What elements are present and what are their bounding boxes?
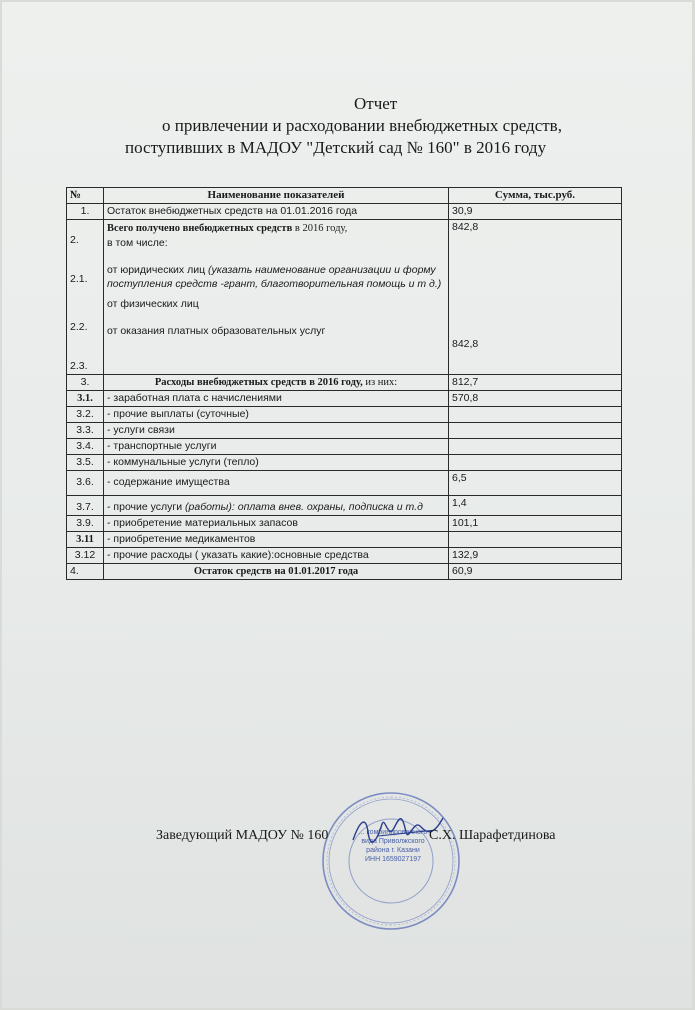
row-name: - прочие выплаты (суточные): [104, 407, 449, 423]
row-name: Остаток внебюджетных средств на 01.01.2016 года: [104, 204, 449, 220]
row-number: 3.6.: [67, 471, 104, 496]
expense-total-suffix: из них:: [362, 377, 398, 388]
row-sum: [449, 455, 622, 471]
row-number: 3.12: [67, 548, 104, 564]
row-sum: 842,8: [452, 221, 479, 233]
row-number: 3.4.: [67, 439, 104, 455]
table-row: [67, 532, 622, 548]
column-header-sum: Сумма, тыс.руб.: [449, 188, 622, 204]
row-number: 4.: [67, 564, 104, 580]
row-number: 3.5.: [67, 455, 104, 471]
income-individuals: от физических лиц: [107, 298, 199, 310]
row-name: - приобретение материальных запасов: [104, 516, 449, 532]
table-row: [67, 391, 622, 407]
seal-text: ... комбинированного вида Приволжского района г. Казани ИНН 1659027197: [358, 829, 428, 863]
table-row: [67, 204, 622, 220]
report-subtitle-line2: поступивших в МАДОУ "Детский сад № 160" в 2016 году: [125, 138, 547, 157]
row-number: 2.3.: [70, 360, 88, 372]
row-number: 3.: [67, 375, 104, 391]
row-sum: 570,8: [449, 391, 622, 407]
director-name: С.Х. Шарафетдинова: [429, 828, 556, 843]
row-name: [104, 496, 449, 516]
table-row-income: [67, 220, 622, 375]
row-name: - заработная плата с начислениями: [104, 391, 449, 407]
table-row: [67, 496, 622, 516]
row-number: 3.3.: [67, 423, 104, 439]
row-number: 2.1.: [70, 273, 88, 285]
row-sum: [449, 439, 622, 455]
column-header-name: Наименование показателей: [104, 188, 449, 204]
table-row: [67, 423, 622, 439]
row-name-block: [104, 220, 449, 375]
row-sum: 132,9: [449, 548, 622, 564]
row-sum: 101,1: [449, 516, 622, 532]
report-subtitle-line1: о привлечении и расходовании внебюджетных средств,: [162, 116, 562, 135]
income-legal-entities: от юридических лиц: [107, 264, 209, 276]
row-name: - прочие расходы ( указать какие):основные средства: [104, 548, 449, 564]
row-sum: 1,4: [449, 496, 622, 516]
income-note: в том числе:: [107, 237, 168, 249]
row-sum: 842,8: [452, 338, 479, 350]
document-page: [2, 2, 692, 1008]
other-services-detail: (работы): оплата внев. охраны, подписка и т.д: [185, 501, 423, 513]
row-sum: [449, 423, 622, 439]
row-number: 3.1.: [67, 391, 104, 407]
row-name: - услуги связи: [104, 423, 449, 439]
row-sum: [449, 407, 622, 423]
row-sum: 6,5: [449, 471, 622, 496]
table-row: [67, 455, 622, 471]
income-total-suffix: в 2016 году,: [292, 223, 348, 234]
table-row: [67, 407, 622, 423]
row-number: 1.: [67, 204, 104, 220]
row-number: 2.2.: [70, 321, 88, 333]
report-table: [66, 187, 622, 580]
row-number: 2.: [70, 234, 79, 246]
income-total-label: Всего получено внебюджетных средств: [107, 223, 293, 234]
table-row: [67, 471, 622, 496]
row-name: [104, 375, 449, 391]
director-position: Заведующий МАДОУ № 160: [156, 828, 329, 843]
table-header-row: [67, 188, 622, 204]
row-name: - содержание имущества: [104, 471, 449, 496]
expense-total-label: Расходы внебюджетных средств в 2016 году,: [154, 377, 363, 388]
row-name: - коммунальные услуги (тепло): [104, 455, 449, 471]
row-number: 3.7.: [67, 496, 104, 516]
row-number: 3.9.: [67, 516, 104, 532]
report-title: Отчет: [354, 94, 398, 113]
row-number: 3.11: [67, 532, 104, 548]
row-sum: 30,9: [449, 204, 622, 220]
row-name: Остаток средств на 01.01.2017 года: [104, 564, 449, 580]
table-row: [67, 516, 622, 532]
income-legal-entities-hint: (указать наименование организации и форму поступления средств -грант, благотворительная помощь и т д.): [107, 264, 442, 290]
row-number-block: [67, 220, 104, 375]
table-row: [67, 375, 622, 391]
row-name: - приобретение медикаментов: [104, 532, 449, 548]
row-sum: [449, 532, 622, 548]
other-services-label: - прочие услуги: [107, 501, 186, 513]
table-row: [67, 564, 622, 580]
row-name: - транспортные услуги: [104, 439, 449, 455]
income-paid-services: от оказания платных образовательных услуг: [107, 325, 326, 337]
row-sum-block: [449, 220, 622, 375]
row-number: 3.2.: [67, 407, 104, 423]
table-row: [67, 548, 622, 564]
table-row: [67, 439, 622, 455]
row-sum: 60,9: [449, 564, 622, 580]
column-header-number: №: [67, 188, 104, 204]
row-sum: 812,7: [449, 375, 622, 391]
